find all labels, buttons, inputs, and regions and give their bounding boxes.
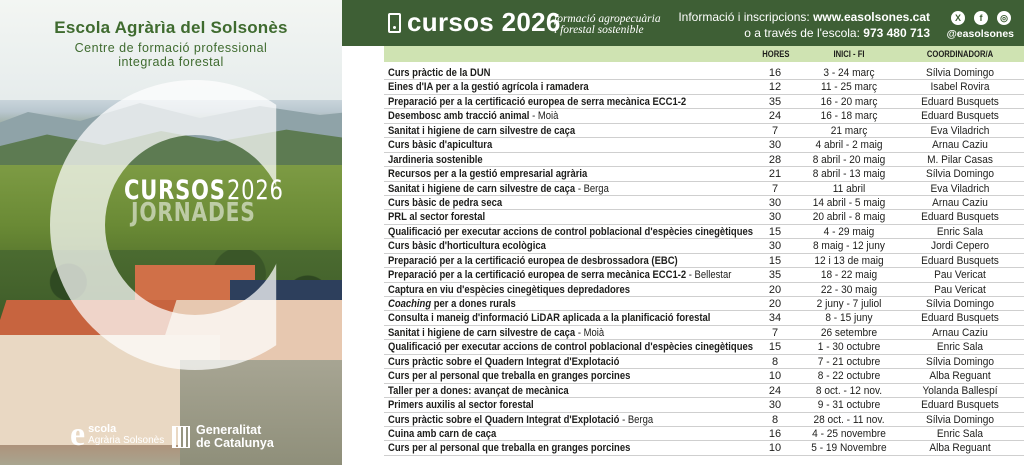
course-hours: 20 [768,298,782,310]
course-title: Desembosc amb tracció animal [388,110,530,123]
table-row [384,210,1024,224]
table-row [384,124,1024,138]
course-hours: 8 [771,413,779,426]
course-hours: 20 [768,283,782,296]
course-name [388,268,731,282]
course-dates: 11 abril [832,182,866,195]
course-dates: 2 juny - 7 juliol [816,298,882,310]
course-coordinator: Eduard Busquets [921,211,999,224]
header-tagline: i forestal sostenible [554,24,644,36]
phone-label: o a través de l'escola: [744,26,864,40]
course-title: Qualificació per executar accions de control poblacional d'espècies cinegètiques [388,225,754,238]
course-dates: 11 - 25 març [820,81,878,94]
table-row [384,441,1024,455]
table-row [384,239,1024,253]
x-icon[interactable]: X [951,11,965,25]
course-location: - Moià [529,110,559,123]
course-hours: 10 [768,370,782,383]
course-name [388,283,630,297]
course-title: Curs bàsic d'horticultura ecològica [388,240,546,253]
cover-subtitle: JORNADES [131,198,256,228]
table-row [384,384,1024,398]
table-header [384,46,1024,62]
course-dates: 8 maig - 12 juny [812,240,885,253]
course-dates: 22 - 30 maig [820,283,878,296]
table-row [384,66,1024,80]
generalitat-logo-text: Generalitat [196,423,262,437]
course-hours: 10 [768,442,782,455]
course-title: Sanitat i higiene de carn silvestre de caça [388,182,576,195]
course-hours: 30 [768,240,782,253]
table-row [384,268,1024,282]
escola-logo-mark: e [70,416,86,453]
course-coordinator: Eduard Busquets [921,312,999,325]
course-hours: 7 [771,326,779,339]
course-hours: 7 [771,124,779,137]
course-coordinator: Alba Reguant [929,370,991,383]
senyera-icon [172,426,190,448]
table-row [384,355,1024,369]
course-hours: 30 [768,139,782,152]
course-hours: 30 [768,399,782,412]
course-title: Curs per al personal que treballa en granges porcines [388,370,631,383]
course-coordinator: Arnau Caziu [932,326,988,339]
course-title: Cuina amb carn de caça [388,427,497,440]
table-row [384,95,1024,109]
course-name [388,138,492,152]
course-dates: 16 - 18 març [820,110,878,123]
course-dates: 9 - 31 octubre [817,399,881,412]
course-table [384,46,1024,456]
course-title: PRL al sector forestal [388,211,486,224]
course-name [388,254,678,268]
table-row [384,413,1024,427]
table-row [384,254,1024,268]
course-dates: 26 setembre [820,326,878,339]
course-dates: 5 - 19 Novembre [811,442,887,455]
course-name [388,196,502,210]
course-hours: 16 [768,67,782,79]
course-name [388,210,485,224]
header-bar [342,0,1024,46]
course-title: Captura en viu d'espècies cinegètiques depredadores [388,283,630,296]
table-row [384,80,1024,94]
course-name [388,124,575,138]
escola-logo-text: Agrària Solsonès [88,435,165,446]
course-coordinator: Arnau Caziu [932,196,988,209]
course-coordinator: M. Pilar Casas [927,153,993,166]
course-title: Preparació per a la certificació europea de desbrossadora (EBC) [388,254,678,267]
course-hours: 7 [771,182,779,195]
course-coordinator: Sílvia Domingo [925,413,995,426]
course-name [388,384,569,398]
course-hours: 28 [768,153,782,166]
table-row [384,225,1024,239]
table-row [384,109,1024,123]
table-row [384,398,1024,412]
course-name [388,398,534,412]
phone-number[interactable]: 973 480 713 [863,26,930,40]
course-coordinator: Eva Viladrich [930,182,990,195]
course-name [388,167,587,181]
school-subtitle: Centre de formació professional [74,41,268,55]
course-coordinator: Sílvia Domingo [925,298,995,310]
course-title: Taller per a dones: avançat de mecànica [388,384,569,397]
course-title: Qualificació per executar accions de control poblacional d'espècies cinegètiques [388,341,754,354]
course-title: Curs pràctic sobre el Quadern Integrat d'Explotació [388,355,620,368]
course-hours: 30 [768,196,782,209]
course-title: Sanitat i higiene de carn silvestre de caça [388,124,576,137]
course-coordinator: Enric Sala [936,427,984,440]
phone-line [744,26,930,40]
course-hours: 15 [768,254,782,267]
course-dates: 18 - 22 maig [820,269,878,282]
course-hours: 12 [768,81,782,94]
course-coordinator: Yolanda Ballespí [922,384,998,397]
school-subtitle: integrada forestal [118,55,224,69]
course-coordinator: Alba Reguant [929,442,991,455]
table-row [384,182,1024,196]
course-hours: 35 [768,95,782,108]
school-name: Escola Agràrìa del Solsonès [54,18,288,37]
header-title: cursos 2026 [407,7,561,37]
course-name [388,153,483,167]
social-links [951,11,1011,25]
course-dates: 8 abril - 20 maig [812,153,886,166]
course-dates: 8 - 22 octubre [817,370,881,383]
course-coordinator: Eduard Busquets [921,399,999,412]
table-row [384,297,1024,311]
course-dates: 4 abril - 2 maig [815,139,883,152]
course-title: Curs bàsic d'apicultura [388,139,493,152]
escola-logo-text: scola [88,423,117,435]
cover-panel [0,0,342,465]
course-location: - Moià [575,326,605,339]
course-title: Curs pràctic de la DUN [388,67,491,79]
course-hours: 15 [768,341,782,354]
course-coordinator: Eduard Busquets [921,254,999,267]
course-dates: 3 - 24 març [823,67,875,79]
table-row [384,153,1024,167]
course-dates: 4 - 29 maig [823,225,875,238]
table-row [384,326,1024,340]
course-dates: 8 abril - 13 maig [812,168,886,181]
course-coordinator: Jordi Cepero [931,240,989,253]
course-dates: 4 - 25 novembre [812,427,886,440]
course-dates: 8 oct. - 12 nov. [815,384,883,397]
course-title: per a dones rurals [433,298,516,310]
course-coordinator: Sílvia Domingo [925,67,995,79]
course-coordinator: Pau Vericat [934,269,986,282]
course-name [388,441,630,455]
course-title: Sanitat i higiene de carn silvestre de caça [388,326,576,339]
table-row [384,196,1024,210]
course-hours: 16 [768,427,782,440]
cover-title: CURSOS [124,175,226,206]
website-link[interactable]: www.easolsones.cat [813,10,930,24]
table-row [384,167,1024,181]
course-dates: 20 abril - 8 maig [812,211,886,224]
course-name [388,355,619,369]
course-dates: 1 - 30 octubre [817,341,881,354]
course-coordinator: Sílvia Domingo [925,168,995,181]
course-coordinator: Isabel Rovira [930,81,990,94]
column-header-hores: HORES [762,49,790,59]
course-name [388,369,630,383]
course-dates: 21 març [830,124,868,137]
course-dates: 14 abril - 5 maig [812,196,886,209]
table-row [384,340,1024,354]
course-location: - Berga [619,413,654,426]
course-title: Curs per al personal que treballa en granges porcines [388,442,631,455]
course-title: Consulta i maneig d'informació LiDAR aplicada a la planificació forestal [388,312,711,325]
course-hours: 34 [768,312,782,325]
header-tagline: formació agropecuària [554,13,661,25]
course-title: Recursos per a la gestió empresarial agrària [388,168,588,181]
generalitat-logo-text: de Catalunya [196,436,274,450]
course-coordinator: Enric Sala [936,341,984,354]
course-dates: 8 - 15 juny [825,312,873,325]
course-name [388,66,491,80]
course-coordinator: Enric Sala [936,225,984,238]
course-name [388,340,753,354]
course-name [388,80,589,94]
course-title: Primers auxilis al sector forestal [388,399,534,412]
social-handle[interactable]: @easolsones [946,28,1014,40]
course-title: Preparació per a la certificació europea de serra mecànica ECC1-2 [388,95,687,108]
course-dates: 12 i 13 de maig [814,254,884,267]
course-title: Eines d'IA per a la gestió agrícola i ramadera [388,81,589,94]
phone-icon [388,13,401,33]
course-name [388,239,546,253]
course-name [388,297,516,311]
course-name [388,95,686,109]
course-dates: 7 - 21 octubre [817,355,881,368]
table-row [384,427,1024,441]
course-title: Curs bàsic de pedra seca [388,196,503,209]
course-hours: 30 [768,211,782,224]
course-coordinator: Sílvia Domingo [925,355,995,368]
course-coordinator: Pau Vericat [934,283,986,296]
info-line [678,10,930,24]
table-row [384,369,1024,383]
table-row [384,138,1024,152]
course-hours: 21 [768,168,782,181]
course-coordinator: Eva Viladrich [930,124,990,137]
course-name [388,413,653,427]
course-name [388,427,496,441]
course-hours: 8 [771,355,779,368]
course-name-emphasis: Coaching [388,298,432,310]
instagram-icon[interactable]: ◎ [997,11,1011,25]
course-location: - Berga [575,182,609,195]
facebook-icon[interactable]: f [974,11,988,25]
course-hours: 15 [768,225,782,238]
escola-logo [70,416,165,453]
table-row [384,283,1024,297]
course-name [388,225,753,239]
course-name [388,182,609,196]
course-dates: 28 oct. - 11 nov. [813,413,885,426]
column-header-dates: INICI - FI [833,49,865,59]
course-name [388,311,710,325]
course-name [388,109,558,123]
course-hours: 24 [768,110,782,123]
cover-year: 2026 [227,175,284,206]
generalitat-logo [172,424,274,450]
course-location: - Bellestar [686,269,732,282]
course-name [388,326,604,340]
table-row [384,311,1024,325]
course-hours: 24 [768,384,782,397]
course-dates: 16 - 20 març [820,95,878,108]
info-label: Informació i inscripcions: [678,10,814,24]
course-hours: 35 [768,269,782,282]
course-coordinator: Arnau Caziu [932,139,988,152]
course-title: Preparació per a la certificació europea de serra mecànica ECC1-2 [388,269,687,282]
column-header-coordinator: COORDINADOR/A [926,49,994,59]
table-body [384,66,1024,456]
course-title: Curs pràctic sobre el Quadern Integrat d'Explotació [388,413,620,426]
course-title: Jardineria sostenible [388,153,483,166]
course-coordinator: Eduard Busquets [921,95,999,108]
course-coordinator: Eduard Busquets [921,110,999,123]
